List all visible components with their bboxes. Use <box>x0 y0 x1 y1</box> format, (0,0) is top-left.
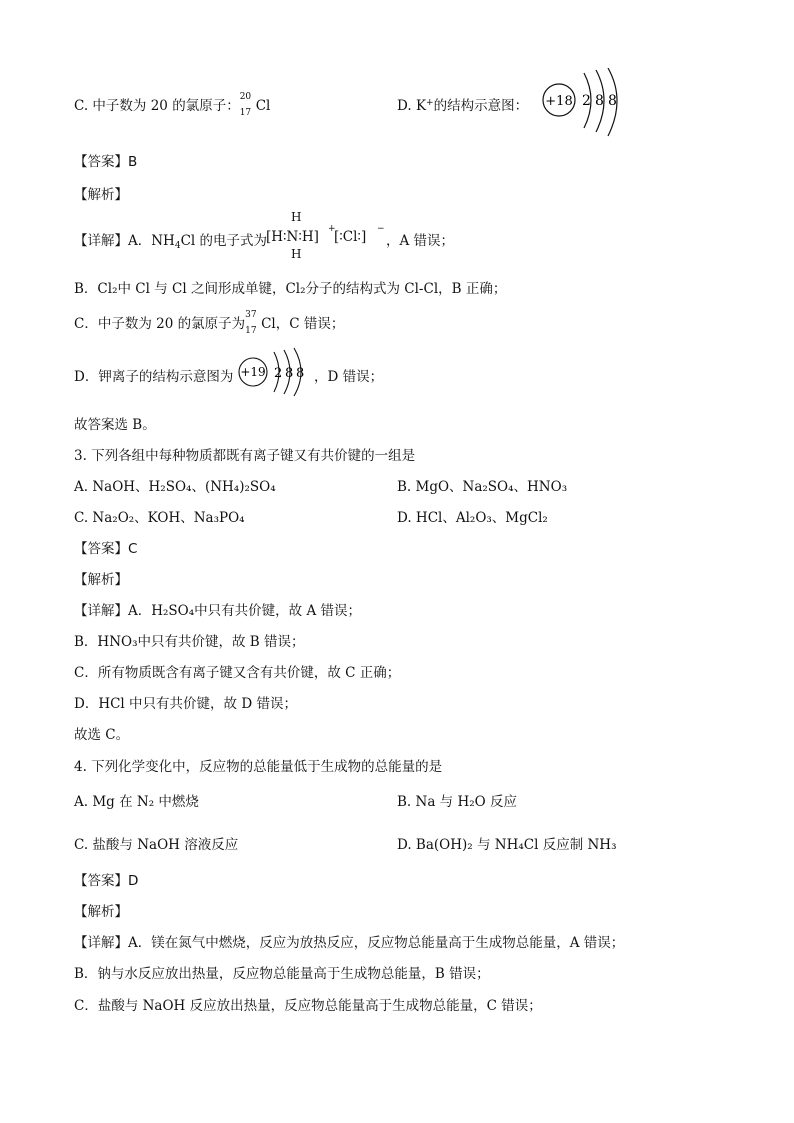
q3-conclusion: 故选 C。 <box>74 727 130 743</box>
q3-detail-c: C．所有物质既含有离子键又含有共价键，故 C 正确； <box>74 665 401 681</box>
svg-text:+19: +19 <box>240 365 266 379</box>
nh4-electron-formula: H [H∶N∶H] + [∶Cl∶] − H <box>266 210 385 261</box>
q4-option-b: B. Na 与 H₂O 反应 <box>397 794 517 810</box>
svg-text:+18: +18 <box>545 94 573 109</box>
q3-option-b: B. MgO、Na₂SO₄、HNO₃ <box>397 479 568 495</box>
svg-text:2: 2 <box>274 366 283 381</box>
q3-option-c: C. Na₂O₂、KOH、Na₃PO₄ <box>74 510 245 526</box>
q3-analysis-label: 【解析】 <box>74 572 128 588</box>
svg-text:8: 8 <box>608 93 617 109</box>
q4-option-c: C. 盐酸与 NaOH 溶液反应 <box>74 837 239 853</box>
svg-text:8: 8 <box>595 93 604 109</box>
q4-analysis-label: 【解析】 <box>74 904 128 920</box>
q2-detail-a: 【详解】A．$NH_4Cl$ 的电子式为 <box>74 233 268 251</box>
nuclide-cl-37: 37 17 <box>245 310 257 336</box>
q2-detail-a-suffix: ，A 错误； <box>386 233 455 249</box>
q3-detail-d: D．HCl 中只有共价键，故 D 错误； <box>74 696 297 712</box>
q4-stem: 4. 下列化学变化中，反应物的总能量低于生成物的总能量的是 <box>74 759 443 775</box>
svg-text:8: 8 <box>285 366 294 381</box>
q2-option-c: C. 中子数为 20 的氯原子： 20 17 Cl <box>74 92 271 118</box>
q4-detail-b: B．钠与水反应放出热量，反应物总能量高于生成物总能量，B 错误； <box>74 966 490 982</box>
q3-detail-a: 【详解】A．H₂SO₄中只有共价键，故 A 错误； <box>74 603 361 619</box>
q4-answer: 【答案】D <box>74 873 139 889</box>
q2-detail-d-suffix: ，D 错误； <box>314 369 384 385</box>
q4-detail-c: C．盐酸与 NaOH 反应放出热量，反应物总能量高于生成物总能量，C 错误； <box>74 998 542 1014</box>
svg-text:2: 2 <box>582 93 591 109</box>
q2-detail-d-prefix: D．钾离子的结构示意图为 <box>74 369 234 385</box>
q3-stem: 3. 下列各组中每种物质都既有离子键又有共价键的一组是 <box>74 448 416 464</box>
k-ion-structure-diagram-small <box>236 346 318 398</box>
q3-option-a: A. NaOH、H₂SO₄、(NH₄)₂SO₄ <box>74 479 276 495</box>
q4-detail-a: 【详解】A．镁在氮气中燃烧，反应为放热反应，反应物总能量高于生成物总能量，A 错误； <box>74 935 625 951</box>
q2-detail-b: B．Cl₂中 Cl 与 Cl 之间形成单键，Cl₂分子的结构式为 Cl-Cl，B 正确； <box>74 281 507 297</box>
q2-option-d: D. K+的结构示意图： <box>397 98 529 114</box>
q3-detail-b: B．HNO₃中只有共价键，故 B 错误； <box>74 634 305 650</box>
q2-detail-c: C．中子数为 20 的氯原子为 37 17 Cl，C 错误； <box>74 310 345 336</box>
q4-option-d: D. Ba(OH)₂ 与 NH₄Cl 反应制 NH₃ <box>397 837 617 853</box>
k-ion-structure-diagram <box>540 68 640 138</box>
q2-answer: 【答案】B <box>74 154 138 170</box>
q2-analysis-label: 【解析】 <box>74 187 128 203</box>
nuclide-cl-20: 20 17 <box>239 92 252 118</box>
q2-conclusion: 故答案选 B。 <box>74 417 156 433</box>
q4-option-a: A. Mg 在 N₂ 中燃烧 <box>74 794 199 810</box>
q3-answer: 【答案】C <box>74 541 138 557</box>
svg-text:8: 8 <box>296 366 305 381</box>
q3-option-d: D. HCl、Al₂O₃、MgCl₂ <box>397 510 548 526</box>
